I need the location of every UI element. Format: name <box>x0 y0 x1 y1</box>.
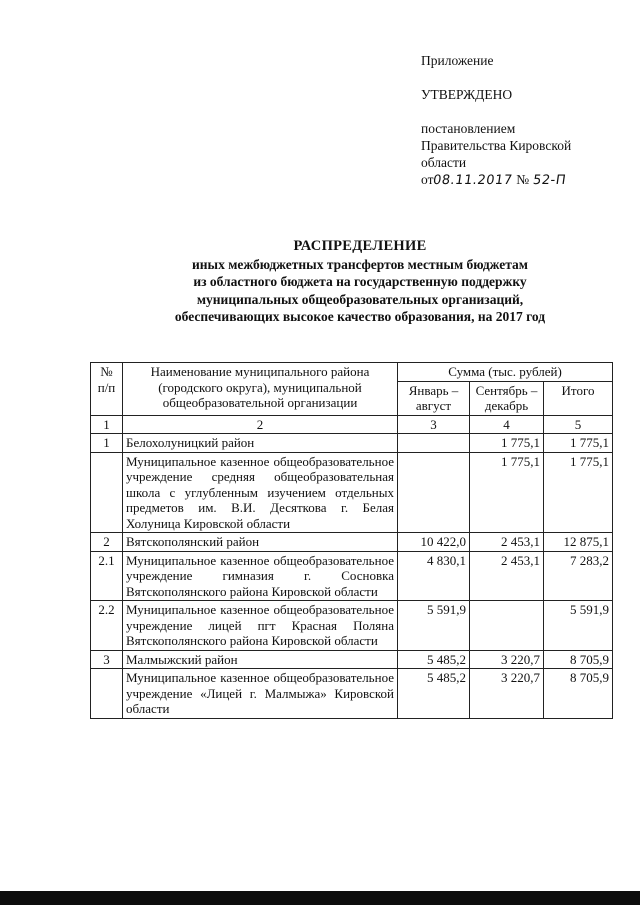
col-number-1: 1 <box>91 415 123 434</box>
table-row <box>91 601 613 651</box>
table-row <box>91 434 613 453</box>
document-heading <box>120 238 600 326</box>
resolution-line-1: постановлением <box>421 121 516 136</box>
resolution-line-2: Правительства Кировской <box>421 138 572 153</box>
table-row <box>91 551 613 601</box>
row-total: 1 775,1 <box>544 452 613 533</box>
row-num: 1 <box>91 434 123 453</box>
row-sep-dec: 1 775,1 <box>470 434 544 453</box>
header-sep-dec: Сентябрь – декабрь <box>470 381 544 415</box>
row-name: Муниципальное казенное общеобразовательное учреждение гимназия г. Сосновка Вятскополянского района Кировской области <box>123 551 398 601</box>
header-total: Итого <box>544 381 613 415</box>
row-num: 3 <box>91 650 123 669</box>
row-name: Вятскополянский район <box>123 533 398 552</box>
row-total: 5 591,9 <box>544 601 613 651</box>
heading-line-3: муниципальных общеобразовательных организаций, <box>196 291 524 307</box>
header-num: № п/п <box>91 363 123 416</box>
row-name: Муниципальное казенное общеобразовательное учреждение средняя общеобразовательная школа с углубленным изучением отдельных предметов им. В.И. Десяткова г. Белая Холуница Кировской области <box>123 452 398 533</box>
number-prefix: № <box>516 172 530 187</box>
row-sep-dec: 2 453,1 <box>470 533 544 552</box>
heading-title: РАСПРЕДЕЛЕНИЕ <box>293 238 427 254</box>
heading-line-4: обеспечивающих высокое качество образования, на 2017 год <box>174 309 546 324</box>
row-sep-dec: 1 775,1 <box>470 452 544 533</box>
header-name: Наименование муниципального района (городского округа), муниципальной общеобразовательной организации <box>123 363 398 416</box>
row-jan-aug <box>398 452 470 533</box>
handwritten-date: 08.11.2017 <box>432 173 514 188</box>
row-sep-dec: 2 453,1 <box>470 551 544 601</box>
row-total: 7 283,2 <box>544 551 613 601</box>
resolution-line-3: области <box>421 155 467 170</box>
col-number-3: 3 <box>398 415 470 434</box>
row-name: Малмыжский район <box>123 650 398 669</box>
row-jan-aug: 5 485,2 <box>398 669 470 719</box>
approval-block <box>421 52 631 189</box>
row-sep-dec: 3 220,7 <box>470 669 544 719</box>
row-jan-aug <box>398 434 470 453</box>
row-total: 1 775,1 <box>544 434 613 453</box>
row-total: 12 875,1 <box>544 533 613 552</box>
row-name: Муниципальное казенное общеобразовательное учреждение «Лицей г. Малмыжа» Кировской области <box>123 669 398 719</box>
row-jan-aug: 5 591,9 <box>398 601 470 651</box>
column-number-row <box>91 415 613 434</box>
col-number-5: 5 <box>544 415 613 434</box>
date-prefix: от <box>421 172 434 187</box>
row-jan-aug: 10 422,0 <box>398 533 470 552</box>
row-total: 8 705,9 <box>544 669 613 719</box>
row-jan-aug: 5 485,2 <box>398 650 470 669</box>
scan-edge-bar <box>0 891 640 905</box>
row-sep-dec: 3 220,7 <box>470 650 544 669</box>
row-total: 8 705,9 <box>544 650 613 669</box>
row-jan-aug: 4 830,1 <box>398 551 470 601</box>
row-num <box>91 452 123 533</box>
table-row <box>91 452 613 533</box>
col-number-2: 2 <box>123 415 398 434</box>
annex-label: Приложение <box>421 53 494 68</box>
table-row <box>91 650 613 669</box>
heading-line-1: иных межбюджетных трансфертов местным бюджетам <box>192 256 528 272</box>
row-name: Белохолуницкий район <box>123 434 398 453</box>
col-number-4: 4 <box>470 415 544 434</box>
row-sep-dec <box>470 601 544 651</box>
row-num <box>91 669 123 719</box>
table-row <box>91 669 613 719</box>
row-name: Муниципальное казенное общеобразовательное учреждение лицей пгт Красная Поляна Вятскополянского района Кировской области <box>123 601 398 651</box>
header-row-1 <box>91 363 613 382</box>
header-sum: Сумма (тыс. рублей) <box>398 363 613 382</box>
row-num: 2.2 <box>91 601 123 651</box>
resolution-date-number <box>421 171 631 189</box>
approved-label: УТВЕРЖДЕНО <box>421 87 513 102</box>
distribution-table <box>90 362 613 719</box>
handwritten-number: 52-П <box>531 173 567 188</box>
header-jan-aug: Январь – август <box>398 381 470 415</box>
row-num: 2 <box>91 533 123 552</box>
table-row <box>91 533 613 552</box>
row-num: 2.1 <box>91 551 123 601</box>
heading-line-2: из областного бюджета на государственную поддержку <box>193 274 527 289</box>
